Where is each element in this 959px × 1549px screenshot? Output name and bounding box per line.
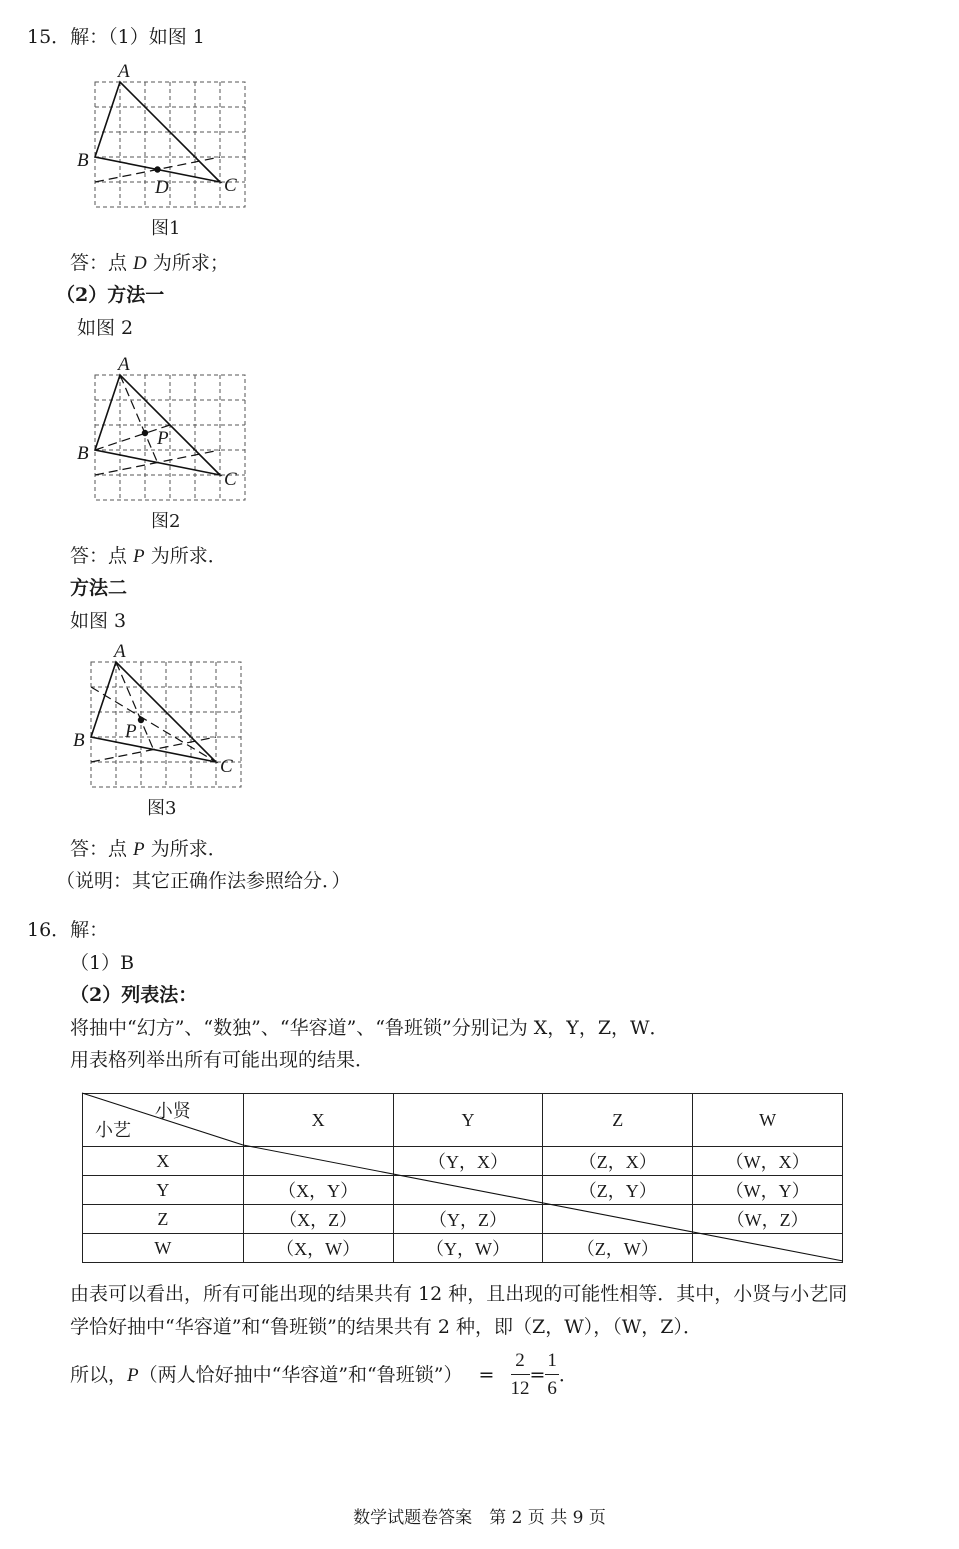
table-cell: （Z，X） (543, 1147, 693, 1176)
label-a: A (118, 61, 130, 82)
label-p: P (125, 721, 137, 742)
grading-note: （说明：其它正确作法参照给分．） (56, 870, 351, 892)
table-cell: （Z，Y） (543, 1176, 693, 1205)
dashed-line-2 (91, 687, 216, 762)
label-p: P (157, 428, 169, 449)
corner-label-xiaoxian: 小贤 (154, 1101, 191, 1121)
q16-heading: 16．解： (27, 919, 109, 941)
q16-part1: （1）B (70, 952, 135, 974)
label-b: B (77, 443, 89, 464)
table-cell: （X，Y） (243, 1176, 393, 1205)
page-footer: 数学试题卷答案 第 2 页 共 9 页 (353, 1508, 606, 1528)
row-header: W (83, 1234, 244, 1263)
label-a: A (118, 354, 130, 375)
method2-ref: 如图 3 (70, 610, 127, 632)
table-cell: （Y，W） (393, 1234, 543, 1263)
q16-line2: 用表格列举出所有可能出现的结果． (70, 1049, 375, 1071)
q16-conclusion2: 学恰好抽中“华容道”和“鲁班锁”的结果共有 2 种，即（Z，W），（W，Z）． (70, 1316, 702, 1338)
row-header: Z (83, 1205, 244, 1234)
table-diagonals (82, 1093, 844, 1263)
table-cell: （Y，Z） (393, 1205, 543, 1234)
q15-heading: 15．解：（1）如图 1 (27, 26, 205, 48)
table-cell: （X，W） (243, 1234, 393, 1263)
label-b: B (77, 150, 89, 171)
row-header: X (83, 1147, 244, 1176)
label-a: A (114, 641, 126, 662)
label-c: C (220, 756, 233, 777)
point-d (154, 166, 160, 172)
point-p (142, 430, 148, 436)
probability-statement: 所以，P（两人恰好抽中“华容道”和“鲁班锁”） = $\frac{2}{12}$ = $\frac{1}{6}$ ． (70, 1350, 578, 1399)
part2-heading: （2）方法一 (56, 284, 165, 306)
figure-2-caption: 图2 (151, 511, 181, 532)
grid (91, 662, 241, 787)
table-cell: （W，Z） (693, 1205, 843, 1234)
corner-label-xiaoyi: 小艺 (95, 1120, 131, 1140)
method2-heading: 方法二 (70, 577, 128, 599)
answer-2: 答：点 P 为所求． (70, 545, 227, 567)
fraction-1-6: $\frac{1}{6}$ (547, 1350, 557, 1399)
row-header: Y (83, 1176, 244, 1205)
grid (95, 375, 245, 500)
q16-line1: 将抽中“幻方”、“数独”、“华容道”、“鲁班锁”分别记为 X，Y，Z，W． (70, 1017, 669, 1039)
table-cell: （W，Y） (693, 1176, 843, 1205)
label-c: C (224, 469, 237, 490)
q16-conclusion1: 由表可以看出，所有可能出现的结果共有 12 种，且出现的可能性相等．其中，小贤与小艺同 (70, 1283, 848, 1305)
figure-1-caption: 图1 (151, 218, 181, 239)
column-header: W (693, 1094, 843, 1147)
column-header: X (243, 1094, 393, 1147)
dashed-line-3 (120, 375, 158, 463)
label-c: C (224, 175, 237, 196)
answer-3: 答：点 P 为所求． (70, 838, 227, 860)
method1-ref: 如图 2 (77, 317, 134, 339)
column-header: Z (543, 1094, 693, 1147)
table-cell: （W，X） (693, 1147, 843, 1176)
table-cell: （Y，X） (393, 1147, 543, 1176)
grid (95, 82, 245, 207)
column-header: Y (393, 1094, 543, 1147)
table-cell: （X，Z） (243, 1205, 393, 1234)
answer-1: 答：点 D 为所求； (70, 252, 229, 274)
label-b: B (73, 730, 85, 751)
label-d: D (155, 177, 169, 198)
point-p (138, 717, 144, 723)
q16-part2-heading: （2）列表法： (70, 984, 198, 1006)
table-cell: （Z，W） (543, 1234, 693, 1263)
fraction-2-12: $\frac{2}{12}$ (510, 1350, 530, 1399)
figure-3-caption: 图3 (147, 798, 177, 819)
